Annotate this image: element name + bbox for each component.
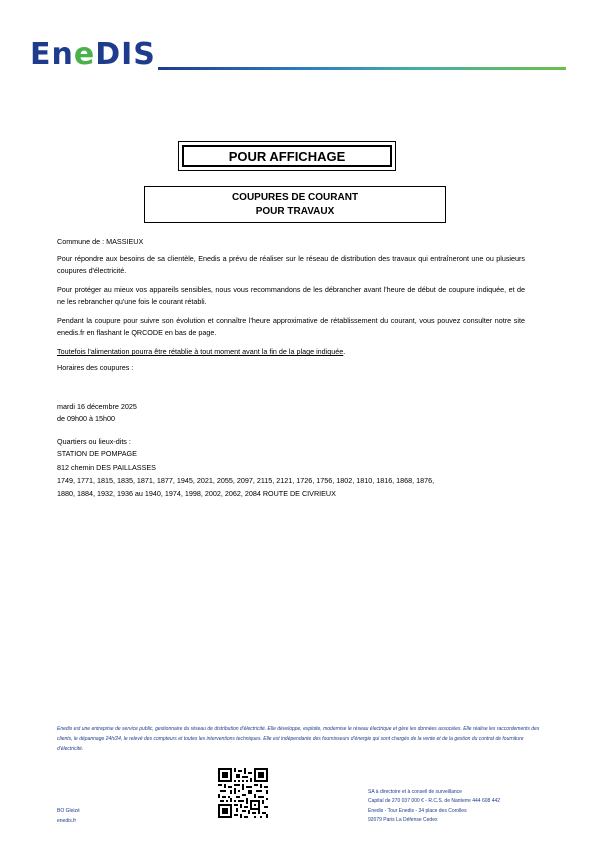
notice-end: .	[343, 347, 346, 356]
heading-box	[178, 141, 396, 171]
notice-underlined: Toutefois l'alimentation pourra être rétablie à tout moment avant la fin de la plage indiquée	[57, 347, 344, 356]
paragraph-1: Pour répondre aux besoins de sa clientèle, Enedis a prévu de réaliser sur le réseau de distribution des travaux qui entraîneront une ou plusieurs coupures d'électricité.	[57, 254, 525, 276]
website-link[interactable]: enedis.fr	[57, 818, 77, 824]
commune-label: Commune de :	[57, 237, 107, 246]
company-line: Enedis - Tour Enedis - 34 place des Corolles	[368, 807, 467, 814]
qr-code-icon[interactable]	[218, 768, 268, 818]
title-box	[144, 186, 446, 223]
commune-value: MASSIEUX	[106, 237, 144, 246]
company-info	[368, 788, 500, 825]
enedis-logo: EneDIS	[30, 37, 156, 72]
office-info	[57, 806, 80, 826]
paragraph-2: Pour protéger au mieux vos appareils sensibles, nous vous recommandons de les débrancher avant l'heure de début de coupure indiquée, et de ne les rebrancher qu'une fois le courant rétabli.	[57, 285, 525, 307]
quartier-line: STATION DE POMPAGE	[57, 449, 137, 458]
quartiers-label: Quartiers ou lieux-dits :	[57, 437, 131, 446]
header-divider	[158, 67, 566, 70]
quartier-line: 812 chemin DES PAILLASSES	[57, 463, 156, 472]
quartier-line: 1880, 1884, 1932, 1936 au 1940, 1974, 1998, 2002, 2062, 2084 ROUTE DE CIVRIEUX	[57, 489, 336, 498]
horaires-time: de 09h00 à 15h00	[57, 414, 115, 423]
commune-line	[57, 236, 525, 248]
horaires-date: mardi 16 décembre 2025	[57, 402, 137, 411]
company-line: Capital de 270 037 000 € - R.C.S. de Nanterre 444 608 442	[368, 798, 501, 805]
paragraph-3: Pendant la coupure pour suivre son évolution et connaître l'heure approximative de rétablissement du courant, vous pouvez consulter notre site enedis.fr en flashant le QRCODE en bas de page.	[57, 316, 525, 338]
title-line-2: POUR TRAVAUX	[255, 206, 335, 217]
company-line: 92079 Paris La Défense Cedex	[368, 816, 438, 823]
title-line-1: COUPURES DE COURANT	[231, 192, 359, 203]
horaires-label: Horaires des coupures :	[57, 363, 134, 372]
heading-box-label: POUR AFFICHAGE	[182, 145, 392, 167]
quartier-line: 1749, 1771, 1815, 1835, 1871, 1877, 1945, 2021, 2055, 2097, 2115, 2121, 1726, 1756, 1802, 1810, 1816, 1868, 1876,	[57, 476, 435, 485]
legal-notice: Enedis est une entreprise de service public, gestionnaire du réseau de distribution d'électricité. Elle développe, exploite, modernise le réseau électrique et gère les données associées. Elle réalise les raccordements des clients, le dépannage 24h/24, le relevé des compteurs et toutes les interventions techniques. Elle est indépendante des fournisseurs d'énergie qui sont chargés de la vente et de la gestion du contrat de fourniture d'électricité.	[57, 726, 540, 752]
paragraph-4	[57, 346, 525, 358]
office-name: BO Gleizé	[57, 808, 80, 814]
company-line: SA à directoire et à conseil de surveillance	[368, 789, 462, 795]
